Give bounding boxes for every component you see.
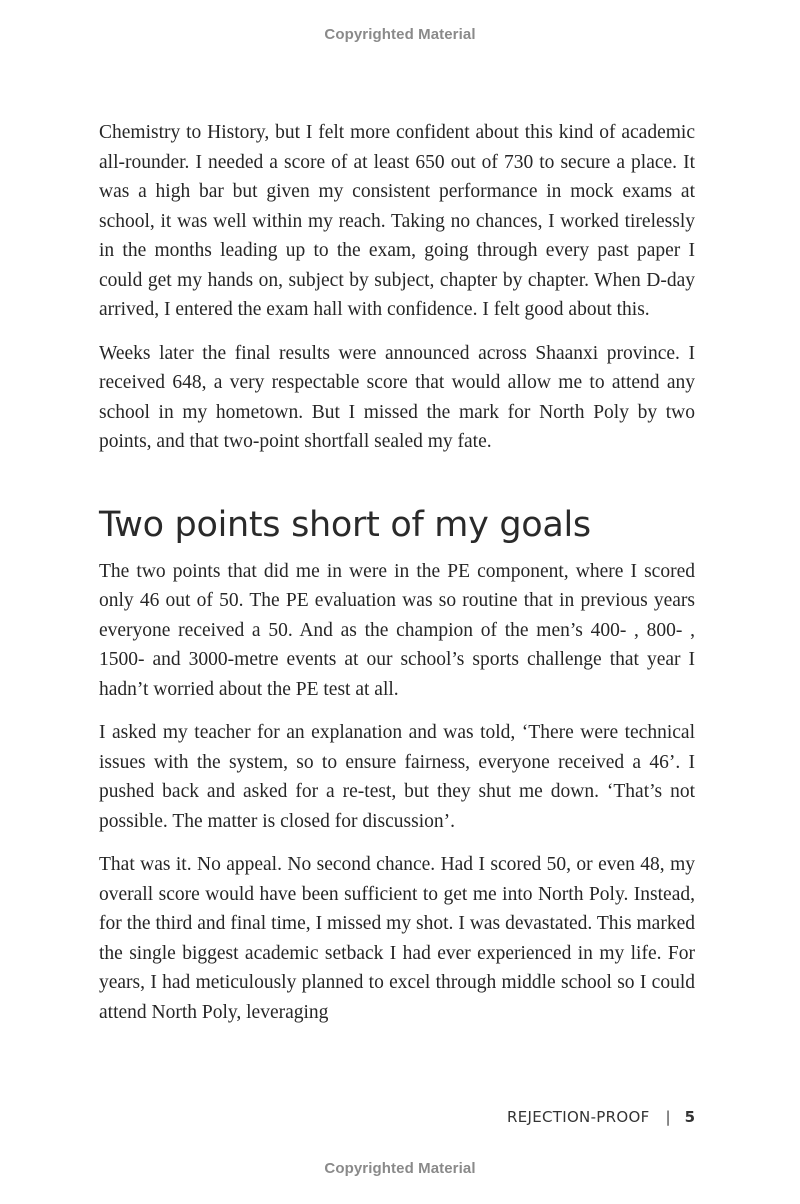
paragraph: That was it. No appeal. No second chance. Had I scored 50, or even 48, my overall score would have been sufficient to get me into North Poly. Instead, for the third and final time, I missed my shot. I was devastated. This marked the single biggest academic setback I had ever experienced in my life. For years, I had meticulously planned to excel through middle school so I could attend North Poly, leveraging	[99, 854, 695, 1023]
page-footer	[507, 1108, 695, 1126]
running-head: REJECTION-PROOF	[506, 1108, 650, 1126]
page-body	[99, 118, 695, 1027]
copyright-watermark-top: Copyrighted Material	[324, 26, 476, 43]
footer-separator: |	[665, 1108, 671, 1126]
paragraph: Weeks later the final results were announced across Shaanxi province. I received 648, a very respectable score that would allow me to attend any school in my hometown. But I missed the mark for North Poly by two points, and that two-point shortfall sealed my fate.	[99, 342, 695, 452]
page-number: 5	[684, 1108, 695, 1126]
paragraph: Chemistry to History, but I felt more confident about this kind of academic all-rounder. I needed a score of at least 650 out of 730 to secure a place. It was a high bar but given my consistent performance in mock exams at school, it was well within my reach. Taking no chances, I worked tirelessly in the months leading up to the exam, going through every past paper I could get my hands on, subject by subject, chapter by chapter. When D-day arrived, I entered the exam hall with confidence. I felt good about this.	[99, 122, 695, 320]
paragraph: I asked my teacher for an explanation and was told, ‘There were technical issues with the system, so to ensure fairness, everyone received a 46’. I pushed back and asked for a re-test, but they shut me down. ‘That’s not possible. The matter is closed for discussion’.	[99, 722, 695, 832]
paragraph: The two points that did me in were in the PE component, where I scored only 46 out of 50. The PE evaluation was so routine that in previous years everyone received a 50. And as the champion of the men’s 400- , 800- , 1500- and 3000-metre events at our school’s sports challenge that year I hadn’t worried about the PE test at all.	[99, 560, 695, 700]
copyright-watermark-bottom: Copyrighted Material	[324, 1160, 476, 1177]
section-heading: Two points short of my goals	[99, 504, 591, 545]
